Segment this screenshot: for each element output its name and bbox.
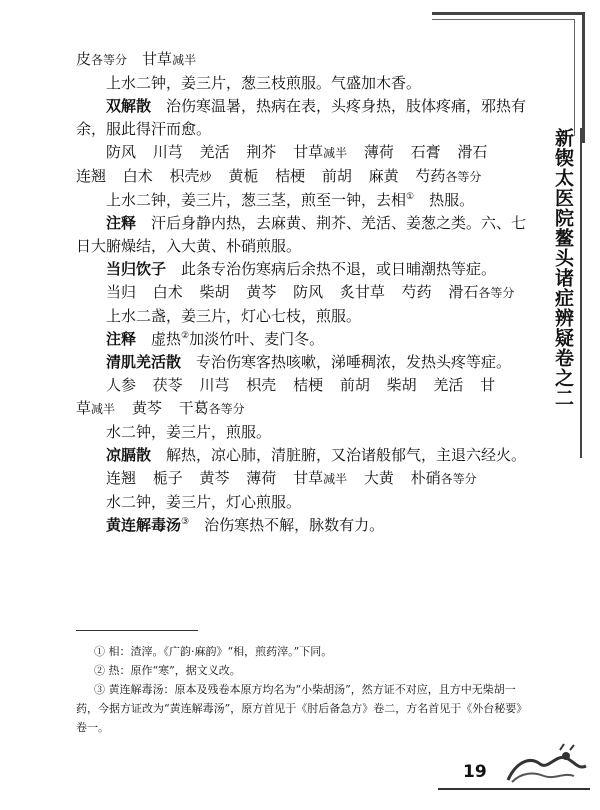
formula-title: 凉膈散 [106, 446, 152, 464]
footnote-ref: ③ [181, 517, 190, 527]
note-label: 注释 [106, 214, 137, 232]
formula-title: 当归饮子 [106, 260, 167, 278]
formula-title: 黄连解毒汤 [106, 516, 182, 534]
text-line: 水二钟，姜三片，煎服。 [106, 423, 272, 441]
ingredient-line: 人参 茯苓 川芎 枳壳 桔梗 前胡 柴胡 羌活 甘 [106, 376, 496, 394]
formula-entry: 当归饮子 此条专治伤寒病后余热不退，或日晡潮热等症。 [106, 260, 497, 278]
ingredient-line: 当归 白术 柴胡 黄芩 防风 炙甘草 芍药 滑石各等分 [106, 283, 515, 301]
dragon-ornament-icon [500, 742, 590, 786]
page-number: 19 [463, 762, 487, 782]
side-title-rule [580, 128, 582, 458]
text-line: 皮各等分 甘草减半 [76, 50, 197, 68]
ingredient-line: 连翘 白术 枳壳炒 黄栀 桔梗 前胡 麻黄 芍药各等分 [76, 167, 482, 185]
formula-entry: 黄连解毒汤③ 治伤寒热不解，脉数有力。 [106, 516, 385, 534]
main-text [76, 48, 528, 537]
note-entry: 注释 汗后身静内热，去麻黄、荆芥、羌活、姜葱之类。六、七日大腑燥结，入大黄、朴硝煎服。 [76, 214, 527, 255]
text-line: 上水二钟，姜三片，葱三茎，煎至一钟，去相① 热服。 [106, 191, 475, 209]
footnote-ref: ② [181, 331, 190, 341]
text-line: 上水二盏，姜三片，灯心七枝，煎服。 [106, 307, 362, 325]
formula-entry: 清肌羌活散 专治伤寒客热咳嗽，涕唾稠浓，发热头疼等症。 [106, 353, 512, 371]
formula-title: 双解散 [106, 97, 152, 115]
text-line: 水二钟，姜三片，灯心煎服。 [106, 493, 302, 511]
footnotes [76, 642, 528, 737]
ingredient-line: 防风 川芎 羌活 荆芥 甘草减半 薄荷 石膏 滑石 [106, 143, 488, 161]
ingredient-line: 连翘 栀子 黄芩 薄荷 甘草减半 大黄 朴硝各等分 [106, 469, 477, 487]
ingredient-line: 草减半 黄芩 干葛各等分 [76, 399, 245, 417]
text-line: 上水二钟，姜三片，葱三枝煎服。气盛加木香。 [106, 74, 422, 92]
formula-entry: 双解散 治伤寒温暑，热病在表，头疼身热，肢体疼痛，邪热有余，服此得汗而愈。 [76, 97, 527, 138]
footnote-2: ② 热：原作“寒”，据文义改。 [94, 664, 241, 677]
formula-title: 清肌羌活散 [106, 353, 182, 371]
running-title: 新锲太医院鳌头诸症辨疑卷之二 [552, 128, 574, 408]
note-label: 注释 [106, 330, 137, 348]
footnote-3: ③ 黄连解毒汤：原本及残卷本原方均名为“小柴胡汤”，然方证不对应，且方中无柴胡一药，今据方证改为“黄连解毒汤”，原方首见于《肘后备急方》卷二，方名首见于《外台秘要》卷一。 [76, 683, 528, 734]
formula-entry: 凉膈散 解热，凉心肺，清脏腑，又治诸般郁气，主退六经火。 [106, 446, 527, 464]
note-entry: 注释 虚热②加淡竹叶、麦门冬。 [106, 330, 325, 348]
footer-rule [438, 788, 590, 790]
footnote-ref: ① [406, 192, 415, 202]
footnote-1: ① 相：渣滓。《广韵·麻韵》“相，煎药滓。”下同。 [94, 645, 333, 658]
footnote-divider [76, 630, 198, 631]
